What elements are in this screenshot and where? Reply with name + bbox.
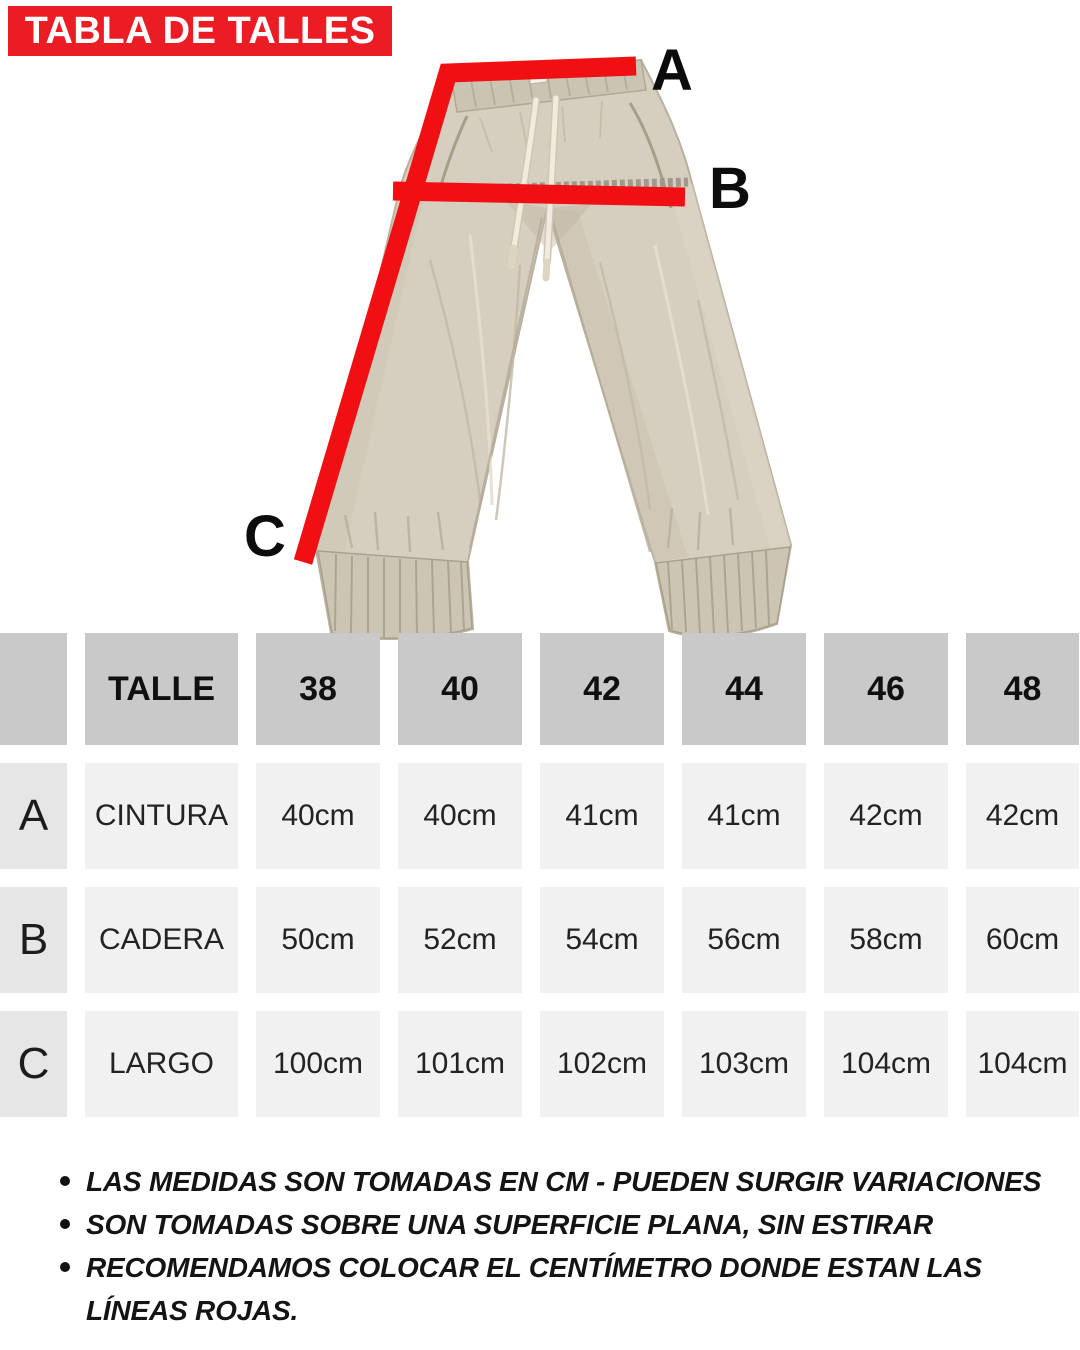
note-item: SON TOMADAS SOBRE UNA SUPERFICIE PLANA, SIN ESTIRAR <box>58 1203 1046 1246</box>
header-size-cell: 40 <box>398 633 522 745</box>
value-cell: 56cm <box>682 887 806 993</box>
value-cell: 52cm <box>398 887 522 993</box>
row-letter-cell: A <box>0 763 67 869</box>
value-cell: 104cm <box>824 1011 948 1117</box>
right-cuff <box>656 547 790 636</box>
value-cell: 104cm <box>966 1011 1079 1117</box>
value-cell: 41cm <box>540 763 664 869</box>
note-item: LAS MEDIDAS SON TOMADAS EN CM - PUEDEN SURGIR VARIACIONES <box>58 1160 1046 1203</box>
value-cell: 54cm <box>540 887 664 993</box>
value-cell: 60cm <box>966 887 1079 993</box>
size-table <box>0 633 1080 1117</box>
measure-name-cell: CINTURA <box>85 763 238 869</box>
value-cell: 58cm <box>824 887 948 993</box>
header-size-cell: 42 <box>540 633 664 745</box>
measure-name-cell: LARGO <box>85 1011 238 1117</box>
measure-name-cell: CADERA <box>85 887 238 993</box>
measure-line-b <box>393 191 685 197</box>
value-cell: 50cm <box>256 887 380 993</box>
row-letter-cell: C <box>0 1011 67 1117</box>
header-size-cell: 48 <box>966 633 1079 745</box>
header-size-cell: 44 <box>682 633 806 745</box>
value-cell: 102cm <box>540 1011 664 1117</box>
header-corner-cell <box>0 633 67 745</box>
header-size-cell: 46 <box>824 633 948 745</box>
measure-label-c: C <box>244 504 286 569</box>
value-cell: 42cm <box>824 763 948 869</box>
notes-list <box>58 1160 1046 1332</box>
measure-label-a: A <box>651 38 693 103</box>
header-talle-cell: TALLE <box>85 633 238 745</box>
value-cell: 42cm <box>966 763 1079 869</box>
value-cell: 40cm <box>256 763 380 869</box>
measure-label-b: B <box>709 156 751 221</box>
value-cell: 100cm <box>256 1011 380 1117</box>
left-cuff <box>318 551 472 639</box>
value-cell: 101cm <box>398 1011 522 1117</box>
pants-photo <box>316 60 791 639</box>
note-item: RECOMENDAMOS COLOCAR EL CENTÍMETRO DONDE ESTAN LAS LÍNEAS ROJAS. <box>58 1246 1046 1332</box>
value-cell: 41cm <box>682 763 806 869</box>
pants-measurement-diagram <box>0 0 1080 645</box>
header-size-cell: 38 <box>256 633 380 745</box>
value-cell: 103cm <box>682 1011 806 1117</box>
row-letter-cell: B <box>0 887 67 993</box>
page-title: TABLA DE TALLES <box>24 9 376 52</box>
value-cell: 40cm <box>398 763 522 869</box>
